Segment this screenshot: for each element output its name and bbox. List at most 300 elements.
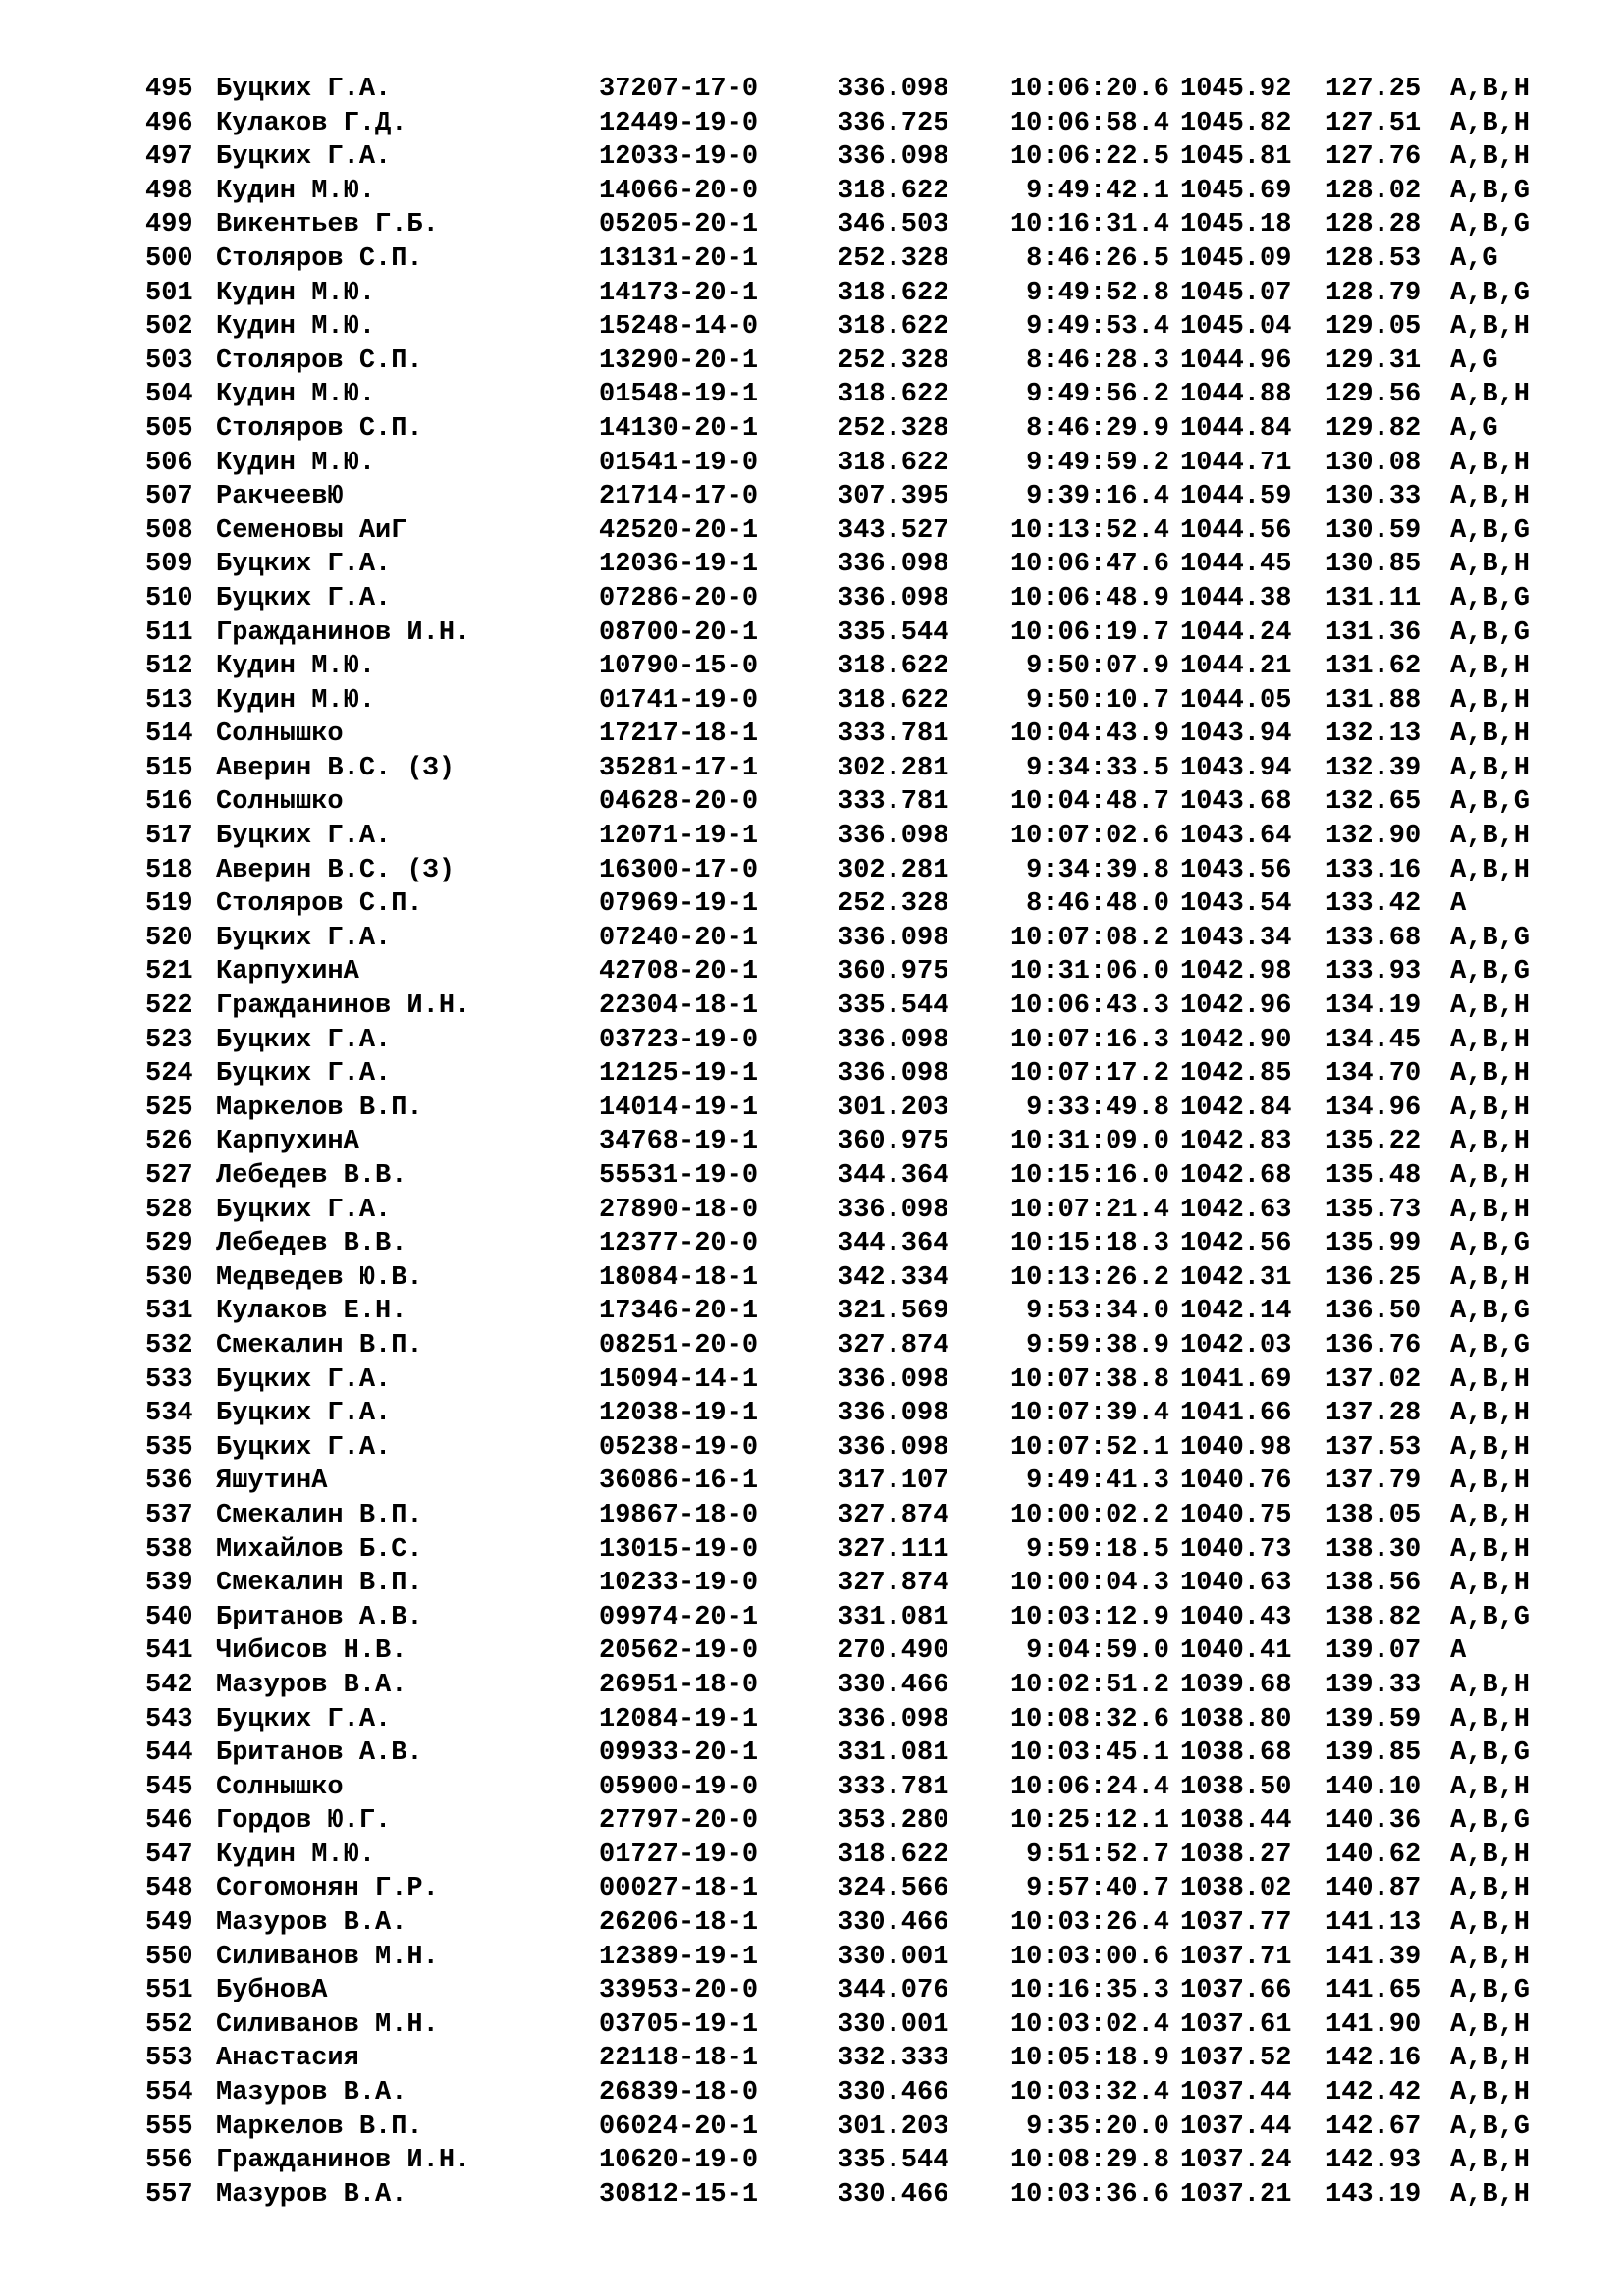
categories: A,B,H: [1450, 685, 1531, 716]
result-row: [0, 785, 1624, 820]
result-row: [0, 73, 1624, 107]
place: 548: [145, 1874, 193, 1904]
fancier-name: Буцких Г.А.: [216, 1025, 392, 1055]
categories: A,B,H: [1450, 753, 1531, 783]
arrival-time: 9:51:52.7: [1026, 1840, 1169, 1870]
place: 514: [145, 720, 193, 750]
speed: 1040.73: [1180, 1534, 1292, 1565]
coefficient: 130.08: [1326, 448, 1422, 478]
categories: A,B,G: [1450, 1330, 1531, 1361]
place: 506: [145, 448, 193, 478]
distance: 302.281: [838, 855, 949, 885]
coefficient: 127.25: [1326, 75, 1422, 104]
result-row: [0, 1194, 1624, 1228]
speed: 1044.96: [1180, 346, 1292, 376]
categories: A,B,H: [1450, 1059, 1531, 1090]
place: 501: [145, 278, 193, 308]
categories: A,B,G: [1450, 2111, 1531, 2142]
fancier-name: Буцких Г.А.: [216, 1432, 392, 1463]
categories: A,B,H: [1450, 380, 1531, 410]
distance: 252.328: [838, 346, 949, 376]
ring-number: 08700-20-1: [599, 617, 759, 648]
distance: 343.527: [838, 515, 949, 546]
place: 500: [145, 243, 193, 274]
ring-number: 10790-15-0: [599, 652, 759, 682]
place: 543: [145, 1704, 193, 1735]
fancier-name: Аверин В.С. (З): [216, 753, 456, 783]
arrival-time: 10:15:16.0: [1009, 1161, 1169, 1191]
distance: 331.081: [838, 1602, 949, 1632]
fancier-name: Кудин М.Ю.: [216, 1840, 376, 1870]
result-row: [0, 582, 1624, 616]
result-row: [0, 1024, 1624, 1058]
result-row: [0, 1261, 1624, 1296]
place: 536: [145, 1467, 193, 1497]
result-row: [0, 922, 1624, 956]
speed: 1038.02: [1180, 1874, 1292, 1904]
speed: 1037.77: [1180, 1908, 1292, 1939]
result-row: [0, 854, 1624, 888]
fancier-name: КарпухинА: [216, 1127, 359, 1157]
arrival-time: 10:06:48.9: [1009, 583, 1169, 614]
distance: 318.622: [838, 312, 949, 343]
arrival-time: 9:49:53.4: [1026, 312, 1169, 343]
result-row: [0, 1941, 1624, 1975]
speed: 1045.69: [1180, 176, 1292, 206]
arrival-time: 8:46:26.5: [1026, 243, 1169, 274]
coefficient: 138.05: [1326, 1500, 1422, 1530]
ring-number: 09933-20-1: [599, 1738, 759, 1769]
ring-number: 01727-19-0: [599, 1840, 759, 1870]
result-row: [0, 548, 1624, 582]
fancier-name: Маркелов В.П.: [216, 2111, 423, 2142]
distance: 336.098: [838, 550, 949, 580]
ring-number: 09974-20-1: [599, 1602, 759, 1632]
ring-number: 20562-19-0: [599, 1636, 759, 1667]
coefficient: 140.62: [1326, 1840, 1422, 1870]
result-row: [0, 1125, 1624, 1159]
coefficient: 138.82: [1326, 1602, 1422, 1632]
categories: A,G: [1450, 413, 1498, 444]
speed: 1045.04: [1180, 312, 1292, 343]
distance: 321.569: [838, 1297, 949, 1327]
fancier-name: Солнышко: [216, 720, 344, 750]
arrival-time: 9:49:42.1: [1026, 176, 1169, 206]
ring-number: 12036-19-1: [599, 550, 759, 580]
coefficient: 138.30: [1326, 1534, 1422, 1565]
place: 544: [145, 1738, 193, 1769]
ring-number: 03723-19-0: [599, 1025, 759, 1055]
speed: 1038.68: [1180, 1738, 1292, 1769]
categories: A,B,H: [1450, 1874, 1531, 1904]
ring-number: 15248-14-0: [599, 312, 759, 343]
arrival-time: 9:49:52.8: [1026, 278, 1169, 308]
distance: 346.503: [838, 210, 949, 240]
fancier-name: Смекалин В.П.: [216, 1330, 423, 1361]
coefficient: 140.10: [1326, 1772, 1422, 1802]
result-row: [0, 140, 1624, 175]
distance: 330.466: [838, 1670, 949, 1700]
coefficient: 131.62: [1326, 652, 1422, 682]
distance: 318.622: [838, 278, 949, 308]
categories: A,B,H: [1450, 1025, 1531, 1055]
arrival-time: 9:04:59.0: [1026, 1636, 1169, 1667]
fancier-name: Смекалин В.П.: [216, 1500, 423, 1530]
ring-number: 37207-17-0: [599, 75, 759, 104]
coefficient: 130.59: [1326, 515, 1422, 546]
result-row: [0, 2144, 1624, 2178]
coefficient: 142.16: [1326, 2044, 1422, 2074]
distance: 331.081: [838, 1738, 949, 1769]
place: 550: [145, 1942, 193, 1972]
ring-number: 26206-18-1: [599, 1908, 759, 1939]
speed: 1043.54: [1180, 889, 1292, 920]
coefficient: 136.76: [1326, 1330, 1422, 1361]
coefficient: 136.25: [1326, 1262, 1422, 1293]
categories: A,B,H: [1450, 448, 1531, 478]
fancier-name: Столяров С.П.: [216, 889, 423, 920]
ring-number: 17217-18-1: [599, 720, 759, 750]
distance: 318.622: [838, 176, 949, 206]
arrival-time: 10:03:36.6: [1009, 2179, 1169, 2210]
fancier-name: Силиванов М.Н.: [216, 1942, 439, 1972]
result-row: [0, 1431, 1624, 1466]
result-row: [0, 718, 1624, 752]
ring-number: 05900-19-0: [599, 1772, 759, 1802]
fancier-name: Маркелов В.П.: [216, 1093, 423, 1123]
fancier-name: Согомонян Г.Р.: [216, 1874, 439, 1904]
speed: 1042.31: [1180, 1262, 1292, 1293]
distance: 333.781: [838, 720, 949, 750]
result-row: [0, 650, 1624, 684]
categories: A,B,H: [1450, 1942, 1531, 1972]
result-row: [0, 1499, 1624, 1533]
distance: 307.395: [838, 482, 949, 512]
distance: 344.364: [838, 1161, 949, 1191]
speed: 1042.83: [1180, 1127, 1292, 1157]
place: 551: [145, 1976, 193, 2006]
arrival-time: 10:03:02.4: [1009, 2009, 1169, 2040]
result-row: [0, 1906, 1624, 1941]
arrival-time: 10:16:35.3: [1009, 1976, 1169, 2006]
fancier-name: Кудин М.Ю.: [216, 278, 376, 308]
speed: 1042.85: [1180, 1059, 1292, 1090]
place: 553: [145, 2044, 193, 2074]
arrival-time: 10:03:00.6: [1009, 1942, 1169, 1972]
arrival-time: 10:07:17.2: [1009, 1059, 1169, 1090]
ring-number: 26839-18-0: [599, 2078, 759, 2109]
place: 516: [145, 787, 193, 818]
coefficient: 131.88: [1326, 685, 1422, 716]
fancier-name: Гражданинов И.Н.: [216, 617, 471, 648]
ring-number: 12449-19-0: [599, 108, 759, 138]
fancier-name: Анастасия: [216, 2044, 359, 2074]
categories: A,B,H: [1450, 991, 1531, 1022]
distance: 270.490: [838, 1636, 949, 1667]
distance: 336.098: [838, 142, 949, 173]
place: 497: [145, 142, 193, 173]
speed: 1043.94: [1180, 720, 1292, 750]
ring-number: 14014-19-1: [599, 1093, 759, 1123]
ring-number: 14066-20-0: [599, 176, 759, 206]
ring-number: 01541-19-0: [599, 448, 759, 478]
coefficient: 139.59: [1326, 1704, 1422, 1735]
coefficient: 134.19: [1326, 991, 1422, 1022]
speed: 1037.21: [1180, 2179, 1292, 2210]
result-row: [0, 2042, 1624, 2076]
distance: 336.098: [838, 923, 949, 953]
coefficient: 141.65: [1326, 1976, 1422, 2006]
categories: A,B,H: [1450, 1364, 1531, 1395]
result-row: [0, 2110, 1624, 2145]
categories: A,B,H: [1450, 482, 1531, 512]
result-row: [0, 1669, 1624, 1703]
arrival-time: 10:05:18.9: [1009, 2044, 1169, 2074]
distance: 330.466: [838, 1908, 949, 1939]
coefficient: 128.28: [1326, 210, 1422, 240]
coefficient: 135.22: [1326, 1127, 1422, 1157]
result-row: [0, 1601, 1624, 1635]
ring-number: 12125-19-1: [599, 1059, 759, 1090]
categories: A,B,H: [1450, 822, 1531, 852]
fancier-name: Столяров С.П.: [216, 243, 423, 274]
arrival-time: 10:06:47.6: [1009, 550, 1169, 580]
ring-number: 01548-19-1: [599, 380, 759, 410]
ring-number: 12389-19-1: [599, 1942, 759, 1972]
categories: A,B,G: [1450, 278, 1531, 308]
ring-number: 08251-20-0: [599, 1330, 759, 1361]
place: 534: [145, 1399, 193, 1429]
distance: 327.874: [838, 1569, 949, 1599]
coefficient: 128.02: [1326, 176, 1422, 206]
fancier-name: Буцких Г.А.: [216, 1364, 392, 1395]
coefficient: 127.76: [1326, 142, 1422, 173]
coefficient: 137.79: [1326, 1467, 1422, 1497]
speed: 1037.44: [1180, 2111, 1292, 2142]
place: 532: [145, 1330, 193, 1361]
ring-number: 13015-19-0: [599, 1534, 759, 1565]
categories: A,B,H: [1450, 1467, 1531, 1497]
categories: A,B,H: [1450, 108, 1531, 138]
categories: A,B,G: [1450, 1976, 1531, 2006]
speed: 1043.68: [1180, 787, 1292, 818]
fancier-name: Солнышко: [216, 787, 344, 818]
coefficient: 132.90: [1326, 822, 1422, 852]
distance: 318.622: [838, 1840, 949, 1870]
place: 525: [145, 1093, 193, 1123]
speed: 1037.52: [1180, 2044, 1292, 2074]
distance: 336.098: [838, 1059, 949, 1090]
coefficient: 137.28: [1326, 1399, 1422, 1429]
ring-number: 34768-19-1: [599, 1127, 759, 1157]
categories: A,B,H: [1450, 2179, 1531, 2210]
arrival-time: 10:03:26.4: [1009, 1908, 1169, 1939]
speed: 1038.44: [1180, 1806, 1292, 1837]
speed: 1042.14: [1180, 1297, 1292, 1327]
distance: 252.328: [838, 413, 949, 444]
speed: 1044.88: [1180, 380, 1292, 410]
categories: A,B,G: [1450, 1229, 1531, 1259]
ring-number: 07240-20-1: [599, 923, 759, 953]
place: 504: [145, 380, 193, 410]
categories: A,G: [1450, 346, 1498, 376]
speed: 1044.45: [1180, 550, 1292, 580]
result-row: [0, 1295, 1624, 1329]
distance: 336.098: [838, 1399, 949, 1429]
categories: A,B,H: [1450, 855, 1531, 885]
coefficient: 132.39: [1326, 753, 1422, 783]
fancier-name: Лебедев В.В.: [216, 1229, 407, 1259]
ring-number: 27890-18-0: [599, 1195, 759, 1225]
coefficient: 133.16: [1326, 855, 1422, 885]
arrival-time: 10:00:02.2: [1009, 1500, 1169, 1530]
categories: A,B,H: [1450, 1670, 1531, 1700]
categories: A,B,H: [1450, 550, 1531, 580]
result-row: [0, 1974, 1624, 2008]
categories: A,B,H: [1450, 1704, 1531, 1735]
place: 513: [145, 685, 193, 716]
speed: 1041.66: [1180, 1399, 1292, 1429]
place: 530: [145, 1262, 193, 1293]
ring-number: 18084-18-1: [599, 1262, 759, 1293]
categories: A,B,H: [1450, 1195, 1531, 1225]
distance: 330.466: [838, 2179, 949, 2210]
speed: 1045.18: [1180, 210, 1292, 240]
result-row: [0, 310, 1624, 345]
distance: 318.622: [838, 380, 949, 410]
speed: 1045.82: [1180, 108, 1292, 138]
place: 502: [145, 312, 193, 343]
place: 512: [145, 652, 193, 682]
result-row: [0, 514, 1624, 549]
arrival-time: 10:13:52.4: [1009, 515, 1169, 546]
speed: 1041.69: [1180, 1364, 1292, 1395]
speed: 1042.68: [1180, 1161, 1292, 1191]
place: 533: [145, 1364, 193, 1395]
ring-number: 12038-19-1: [599, 1399, 759, 1429]
speed: 1044.84: [1180, 413, 1292, 444]
categories: A,B,H: [1450, 142, 1531, 173]
arrival-time: 8:46:28.3: [1026, 346, 1169, 376]
arrival-time: 9:33:49.8: [1026, 1093, 1169, 1123]
result-row: [0, 2178, 1624, 2213]
speed: 1044.05: [1180, 685, 1292, 716]
place: 495: [145, 75, 193, 104]
arrival-time: 10:06:22.5: [1009, 142, 1169, 173]
fancier-name: Мазуров В.А.: [216, 2179, 407, 2210]
result-row: [0, 242, 1624, 277]
ring-number: 30812-15-1: [599, 2179, 759, 2210]
distance: 335.544: [838, 991, 949, 1022]
place: 508: [145, 515, 193, 546]
categories: A,B,H: [1450, 75, 1531, 104]
distance: 360.975: [838, 957, 949, 988]
coefficient: 133.93: [1326, 957, 1422, 988]
ring-number: 07969-19-1: [599, 889, 759, 920]
categories: A,B,G: [1450, 617, 1531, 648]
result-row: [0, 820, 1624, 854]
distance: 318.622: [838, 448, 949, 478]
result-row: [0, 107, 1624, 141]
ring-number: 42520-20-1: [599, 515, 759, 546]
fancier-name: Аверин В.С. (З): [216, 855, 456, 885]
arrival-time: 10:16:31.4: [1009, 210, 1169, 240]
result-row: [0, 616, 1624, 651]
fancier-name: Столяров С.П.: [216, 346, 423, 376]
categories: A,B,G: [1450, 787, 1531, 818]
distance: 335.544: [838, 2146, 949, 2176]
place: 540: [145, 1602, 193, 1632]
categories: A,B,H: [1450, 1500, 1531, 1530]
speed: 1039.68: [1180, 1670, 1292, 1700]
coefficient: 134.70: [1326, 1059, 1422, 1090]
fancier-name: Буцких Г.А.: [216, 1399, 392, 1429]
place: 555: [145, 2111, 193, 2142]
speed: 1043.64: [1180, 822, 1292, 852]
ring-number: 17346-20-1: [599, 1297, 759, 1327]
categories: A,B,G: [1450, 957, 1531, 988]
fancier-name: Буцких Г.А.: [216, 75, 392, 104]
distance: 336.098: [838, 1432, 949, 1463]
place: 498: [145, 176, 193, 206]
categories: A,G: [1450, 243, 1498, 274]
distance: 336.098: [838, 583, 949, 614]
arrival-time: 10:07:21.4: [1009, 1195, 1169, 1225]
distance: 336.098: [838, 822, 949, 852]
coefficient: 132.65: [1326, 787, 1422, 818]
coefficient: 131.36: [1326, 617, 1422, 648]
ring-number: 12377-20-0: [599, 1229, 759, 1259]
ring-number: 26951-18-0: [599, 1670, 759, 1700]
coefficient: 137.53: [1326, 1432, 1422, 1463]
arrival-time: 9:53:34.0: [1026, 1297, 1169, 1327]
categories: A,B,H: [1450, 1093, 1531, 1123]
result-row: [0, 1092, 1624, 1126]
result-row: [0, 1533, 1624, 1568]
speed: 1037.66: [1180, 1976, 1292, 2006]
place: 528: [145, 1195, 193, 1225]
coefficient: 127.51: [1326, 108, 1422, 138]
speed: 1045.07: [1180, 278, 1292, 308]
categories: A,B,H: [1450, 1772, 1531, 1802]
coefficient: 129.82: [1326, 413, 1422, 444]
ring-number: 07286-20-0: [599, 583, 759, 614]
distance: 301.203: [838, 2111, 949, 2142]
place: 541: [145, 1636, 193, 1667]
categories: A,B,H: [1450, 1399, 1531, 1429]
fancier-name: Медведев Ю.В.: [216, 1262, 423, 1293]
place: 547: [145, 1840, 193, 1870]
fancier-name: Кудин М.Ю.: [216, 652, 376, 682]
result-row: [0, 175, 1624, 209]
speed: 1042.96: [1180, 991, 1292, 1022]
fancier-name: Солнышко: [216, 1772, 344, 1802]
coefficient: 141.90: [1326, 2009, 1422, 2040]
arrival-time: 10:08:29.8: [1009, 2146, 1169, 2176]
fancier-name: Кудин М.Ю.: [216, 448, 376, 478]
fancier-name: РакчеевЮ: [216, 482, 344, 512]
fancier-name: Буцких Г.А.: [216, 1059, 392, 1090]
arrival-time: 10:00:04.3: [1009, 1569, 1169, 1599]
result-row: [0, 208, 1624, 242]
fancier-name: КарпухинА: [216, 957, 359, 988]
arrival-time: 10:06:19.7: [1009, 617, 1169, 648]
distance: 332.333: [838, 2044, 949, 2074]
ring-number: 04628-20-0: [599, 787, 759, 818]
ring-number: 22118-18-1: [599, 2044, 759, 2074]
fancier-name: Силиванов М.Н.: [216, 2009, 439, 2040]
coefficient: 135.48: [1326, 1161, 1422, 1191]
